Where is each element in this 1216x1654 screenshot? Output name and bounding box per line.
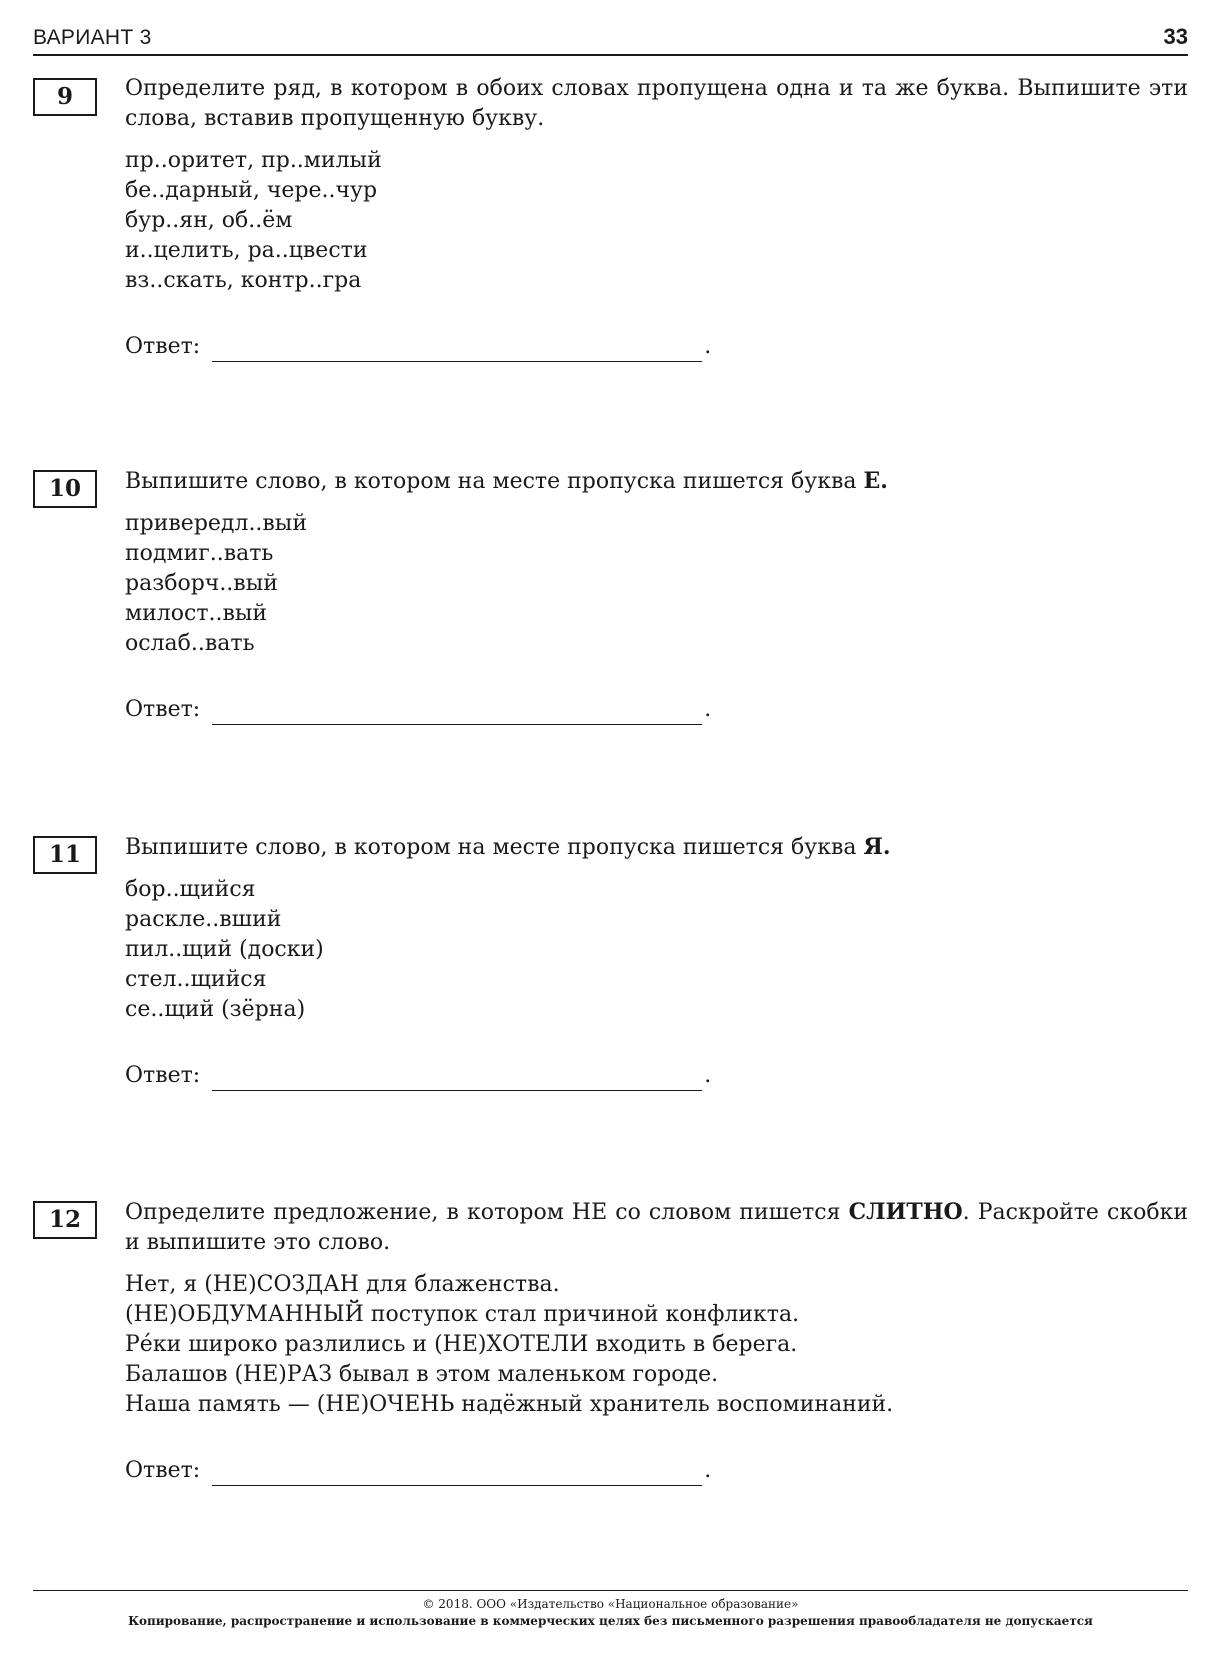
list-item: милост..вый xyxy=(125,601,268,626)
answer-row xyxy=(125,1456,1188,1486)
list-item: привередл..вый xyxy=(125,511,307,536)
task-body xyxy=(125,74,1188,362)
list-item: разборч..вый xyxy=(125,571,278,596)
task-number-box: 9 xyxy=(33,78,97,116)
list-item: и..целить, ра..цвести xyxy=(125,238,368,263)
list-item: раскле..вший xyxy=(125,907,282,932)
prompt-text-end: . Раскройте скобки и выпишите это слово. xyxy=(125,1200,1188,1255)
answer-label: Ответ: xyxy=(125,1458,201,1483)
list-item: подмиг..вать xyxy=(125,541,274,566)
answer-period: . xyxy=(704,697,712,722)
list-item: Наша память — (НЕ)ОЧЕНЬ надёжный хранитель воспоминаний. xyxy=(125,1392,894,1417)
answer-label: Ответ: xyxy=(125,1063,201,1088)
answer-label: Ответ: xyxy=(125,697,201,722)
variant-title: ВАРИАНТ 3 xyxy=(33,26,152,49)
word-list xyxy=(125,509,1188,659)
prompt-text: Выпишите слово, в котором на месте пропуска пишется буква xyxy=(125,469,857,494)
answer-row xyxy=(125,695,1188,725)
task-prompt xyxy=(125,832,1188,863)
list-item: (НЕ)ОБДУМАННЫЙ поступок стал причиной конфликта. xyxy=(125,1302,800,1327)
page-header xyxy=(33,22,1188,56)
prompt-keyword: СЛИТНО xyxy=(848,1199,963,1225)
task-prompt xyxy=(125,466,1188,497)
page-footer xyxy=(33,1596,1188,1630)
list-item: бе..дарный, чере..чур xyxy=(125,178,378,203)
task-number-box: 11 xyxy=(33,836,97,874)
answer-period: . xyxy=(704,334,712,359)
answer-row xyxy=(125,1061,1188,1091)
answer-field[interactable] xyxy=(212,1462,702,1486)
answer-period: . xyxy=(704,1458,712,1483)
list-item: стел..щийся xyxy=(125,967,267,992)
list-item: Ре́ки широко разлились и (НЕ)ХОТЕЛИ входить в берега. xyxy=(125,1332,798,1357)
list-item: бор..щийся xyxy=(125,877,256,902)
list-item: бур..ян, об..ём xyxy=(125,208,293,233)
page-number: 33 xyxy=(1163,24,1188,49)
answer-field[interactable] xyxy=(212,338,702,362)
task-body xyxy=(125,832,1188,1091)
prompt-letter: Я. xyxy=(863,834,891,860)
word-list xyxy=(125,146,1188,296)
answer-row xyxy=(125,332,1188,362)
task-body xyxy=(125,466,1188,725)
list-item: пр..оритет, пр..милый xyxy=(125,148,382,173)
list-item: Балашов (НЕ)РАЗ бывал в этом маленьком городе. xyxy=(125,1362,719,1387)
task-prompt: Определите ряд, в котором в обоих словах пропущена одна и та же буква. Выпишите эти слова, вставив пропущенную букву. xyxy=(125,76,1188,131)
word-list xyxy=(125,875,1188,1025)
list-item: вз..скать, контр..гра xyxy=(125,268,362,293)
task-number-box: 12 xyxy=(33,1201,97,1239)
task-number-box: 10 xyxy=(33,470,97,508)
sentence-list xyxy=(125,1270,1188,1420)
answer-field[interactable] xyxy=(212,1067,702,1091)
copyright-notice: Копирование, распространение и использование в коммерческих целях без письменного разрешения правообладателя не допускается xyxy=(128,1614,1093,1628)
list-item: пил..щий (доски) xyxy=(125,937,324,962)
answer-field[interactable] xyxy=(212,701,702,725)
task-body xyxy=(125,1197,1188,1486)
prompt-text: Определите предложение, в котором НЕ со словом пишется xyxy=(125,1200,841,1225)
list-item: ослаб..вать xyxy=(125,631,255,656)
task-prompt xyxy=(125,1197,1188,1258)
prompt-text: Выпишите слово, в котором на месте пропуска пишется буква xyxy=(125,835,857,860)
footer-divider xyxy=(33,1590,1188,1591)
list-item: Нет, я (НЕ)СОЗДАН для блаженства. xyxy=(125,1272,560,1297)
answer-period: . xyxy=(704,1063,712,1088)
copyright-line: © 2018. ООО «Издательство «Национальное образование» xyxy=(422,1597,799,1611)
answer-label: Ответ: xyxy=(125,334,201,359)
list-item: се..щий (зёрна) xyxy=(125,997,306,1022)
prompt-letter: Е. xyxy=(863,468,888,494)
